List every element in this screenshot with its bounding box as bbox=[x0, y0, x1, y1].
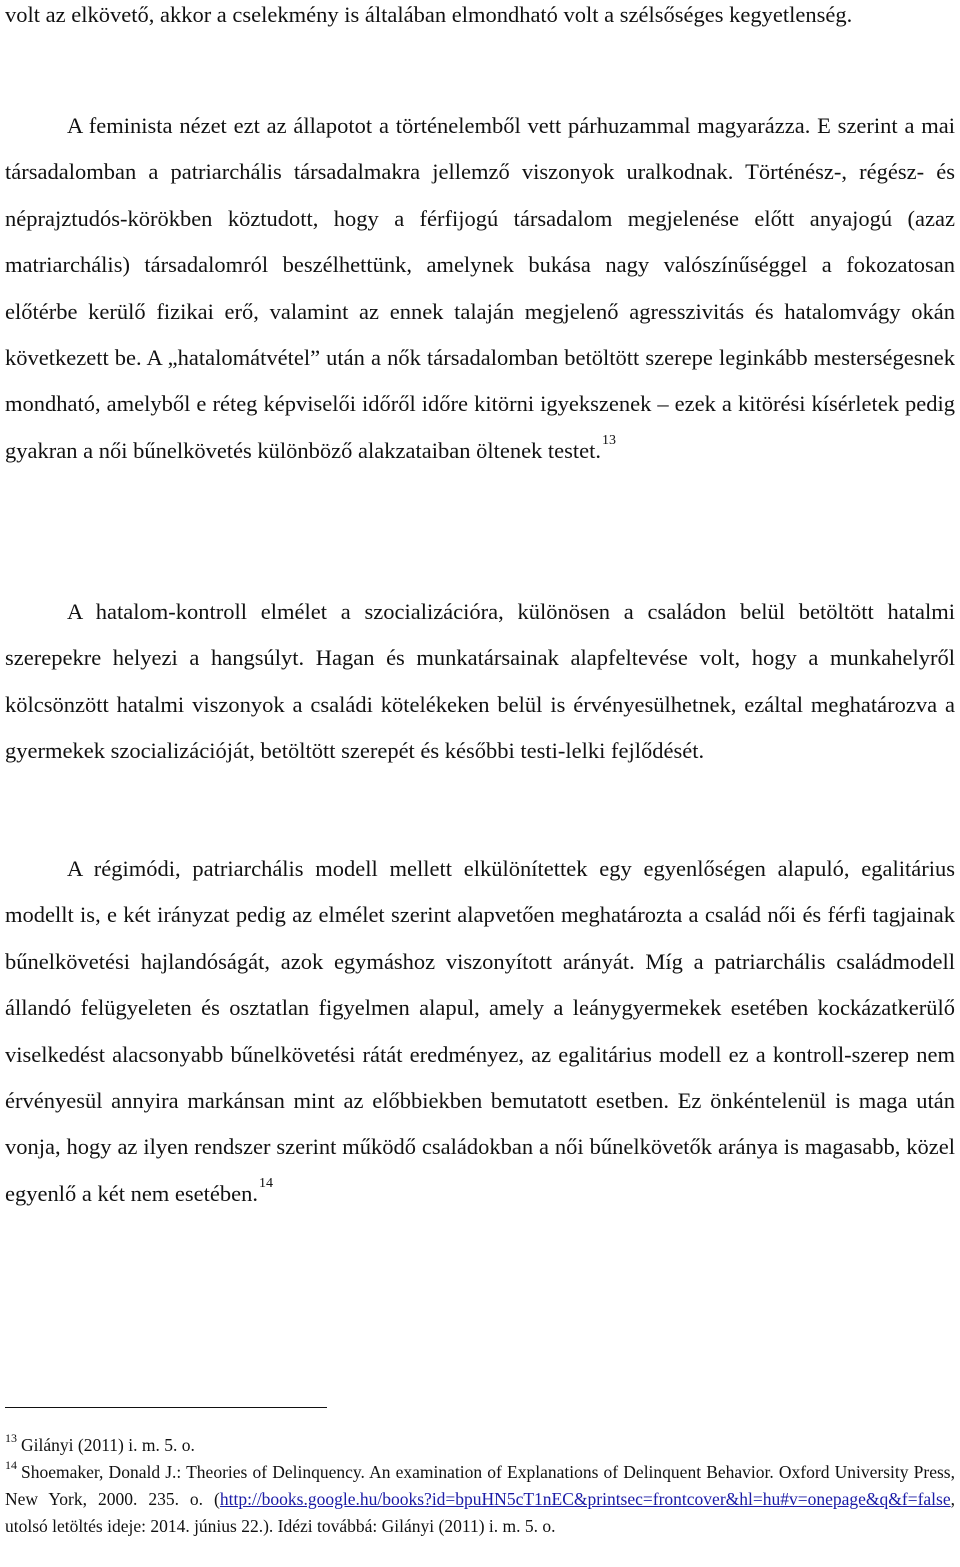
paragraph-3 bbox=[5, 589, 955, 775]
footnote-separator bbox=[5, 1407, 327, 1408]
footnote-14-text-before: Shoemaker, Donald J.: Theories of Delinquency. An examination of Explanations of Delinquent Behavior. Oxford University Press, New York, 2000. 235. o. ( bbox=[5, 1462, 955, 1509]
footnote-14-link[interactable]: http://books.google.hu/books?id=bpuHN5cT1nEC&printsec=frontcover&hl=hu#v=onepage&q&f=false bbox=[219, 1489, 951, 1509]
footnote-14-text-after: , utolsó letöltés ideje: 2014. június 22.). Idézi továbbá: Gilányi (2011) i. m. 5. o. bbox=[5, 1489, 955, 1536]
paragraph-4-text: A régimódi, patriarchális modell mellett elkülönítettek egy egyenlőségen alapuló, egalitárius modellt is, e két irányzat pedig az elmélet szerint alapvetően meghatározta a család női és férfi tagjainak bűnelkövetési hajlandóságát, azok egymáshoz viszonyított arányát. Míg a patriarchális családmodell állandó felügyeleten és osztatlan figyelmen alapul, amely a leánygyermekek esetében kockázatkerülő viselkedést alacsonyabb bűnelkövetési rátát eredményez, az egalitárius modell ez a kontroll-szerep nem érvényesül annyira markánsan mint az előbbiekben bemutatott esetben. Ez önkéntelenül is maga után vonja, hogy az ilyen rendszer szerint működő családokban a női bűnelkövetők aránya is magasabb, közel egyenlő a két nem esetében. bbox=[5, 856, 955, 1206]
footnote-ref-13[interactable]: 13 bbox=[602, 432, 617, 448]
footnote-13-number: 13 bbox=[5, 1431, 17, 1445]
footnote-ref-14[interactable]: 14 bbox=[259, 1175, 274, 1191]
paragraph-3-text: A hatalom-kontroll elmélet a szocializációra, különösen a családon belül betöltött hatalmi szerepekre helyezi a hangsúlyt. Hagan és munkatársainak alapfeltevése volt, hogy a munkahelyről kölcsönzött hatalmi viszonyok a családi kötelékeken belül is érvényesülhetnek, ezáltal meghatározva a gyermekek szocializációját, betöltött szerepét és későbbi testi-lelki fejlődését. bbox=[5, 599, 955, 764]
footnote-14 bbox=[5, 1459, 955, 1540]
footnote-13 bbox=[5, 1432, 955, 1459]
footnotes bbox=[5, 1432, 955, 1540]
footnote-13-text: Gilányi (2011) i. m. 5. o. bbox=[21, 1435, 195, 1455]
paragraph-1-text: volt az elkövető, akkor a cselekmény is általában elmondható volt a szélsőséges kegyetlenség. bbox=[5, 2, 853, 27]
paragraph-2 bbox=[5, 103, 955, 474]
footnote-14-number: 14 bbox=[5, 1458, 17, 1472]
paragraph-1 bbox=[5, 0, 955, 38]
paragraph-2-text: A feminista nézet ezt az állapotot a történelemből vett párhuzammal magyarázza. E szerint a mai társadalomban a patriarchális társadalmakra jellemző viszonyok uralkodnak. Történész-, régész- és néprajztudós-körökben köztudott, hogy a férfijogú társadalom megjelenése előtt anyajogú (azaz matriarchális) társadalomról beszélhettünk, amelynek bukása nagy valószínűséggel a fokozatosan előtérbe kerülő fizikai erő, valamint az ennek talaján megjelenő agresszivitás és hatalomvágy okán következett be. A „hatalomátvétel” után a nők társadalomban betöltött szerepe leginkább mesterségesnek mondható, amelyből e réteg képviselői időről időre kitörni igyekszenek – ezek a kitörési kísérletek pedig gyakran a női bűnelkövetés különböző alakzataiban öltenek testet. bbox=[5, 113, 955, 463]
paragraph-4 bbox=[5, 846, 955, 1217]
